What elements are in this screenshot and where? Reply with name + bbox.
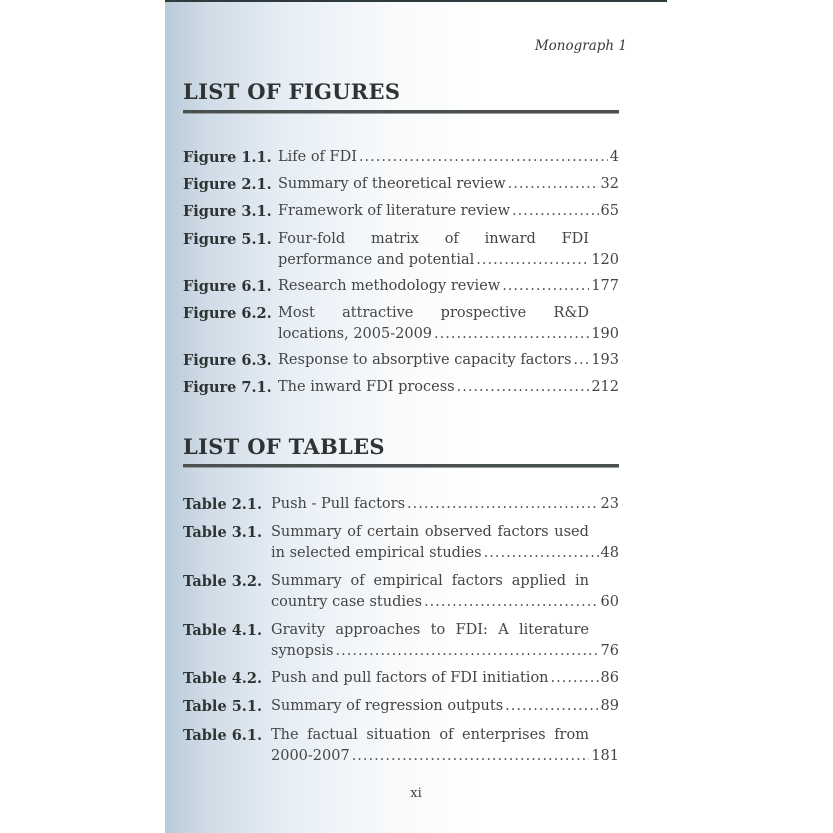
entry-label: Figure 7.1. (183, 379, 272, 396)
entry-line (278, 324, 619, 345)
dot-leader (457, 377, 590, 398)
entry-title-word: R&D (553, 305, 589, 321)
entry-title-word: prospective (440, 305, 527, 321)
entry-page-number: 89 (600, 698, 619, 714)
entry-title-word: of (444, 231, 459, 247)
entry-label: Figure 6.1. (183, 278, 272, 295)
entry-line (271, 494, 619, 515)
entry-line (271, 668, 619, 689)
entry-line (278, 377, 619, 398)
entry-page-number: 23 (600, 496, 619, 512)
entry-title: The inward FDI process (278, 379, 455, 395)
entry-label: Figure 6.2. (183, 305, 272, 322)
entry-title-word: of (439, 727, 454, 743)
entry-label: Figure 3.1. (183, 203, 272, 220)
entry-label: Table 6.1. (183, 727, 262, 744)
entry-label: Figure 6.3. (183, 352, 272, 369)
entry-title-word: attractive (342, 305, 414, 321)
entry-line (278, 250, 619, 271)
figure-entry (183, 377, 619, 398)
figure-entry (183, 229, 619, 271)
figures-heading-rule (183, 110, 619, 114)
entry-label: Table 3.1. (183, 524, 262, 541)
dot-leader (336, 641, 599, 662)
entry-title-word: Summary (271, 524, 342, 540)
entry-label: Table 5.1. (183, 698, 262, 715)
dot-leader (476, 250, 589, 271)
figure-entry (183, 350, 619, 371)
table-entry (183, 494, 619, 515)
entry-title-word: FDI (561, 231, 589, 247)
entry-page-number: 48 (600, 545, 619, 561)
entry-title-word: to (430, 622, 446, 638)
entry-title-word: matrix (370, 231, 419, 247)
entry-label: Figure 5.1. (183, 231, 272, 248)
figure-entry (183, 174, 619, 195)
entry-title: synopsis (271, 643, 334, 659)
entry-title-word: approaches (335, 622, 421, 638)
entry-title-word: The (271, 727, 299, 743)
entry-title-word: Four-fold (278, 231, 346, 247)
entry-line (271, 522, 619, 543)
dot-leader (434, 324, 589, 345)
entry-line (278, 147, 619, 168)
entry-page-number: 60 (600, 594, 619, 610)
entry-title-word: A (498, 622, 509, 638)
entry-page-number: 181 (591, 748, 619, 764)
entry-line (271, 620, 619, 641)
figure-entry (183, 303, 619, 345)
entry-title-word: FDI: (455, 622, 488, 638)
tables-heading-rule (183, 464, 619, 468)
entry-line (271, 746, 619, 767)
tables-heading: LIST OF TABLES (183, 434, 385, 459)
page-top-border (165, 0, 667, 2)
entry-title-word: in (575, 573, 589, 589)
entry-page-number: 190 (591, 326, 619, 342)
entry-page-number: 177 (591, 278, 619, 294)
entry-page-number: 120 (591, 252, 619, 268)
table-entry (183, 725, 619, 767)
entry-title: country case studies (271, 594, 423, 610)
entry-line (278, 201, 619, 222)
entry-title-word: Summary (271, 573, 342, 589)
entry-title: Push and pull factors of FDI initiation (271, 670, 549, 686)
entry-page-number: 65 (600, 203, 619, 219)
table-entry (183, 522, 619, 564)
entry-title-word: certain (367, 524, 420, 540)
entry-title-word: factors (451, 573, 503, 589)
dot-leader (424, 592, 599, 613)
entry-title: Push - Pull factors (271, 496, 406, 512)
dot-leader (505, 696, 598, 717)
figure-entry (183, 147, 619, 168)
table-entry (183, 571, 619, 613)
figures-heading: LIST OF FIGURES (183, 79, 401, 104)
entry-title-word: Gravity (271, 622, 326, 638)
entry-line (271, 592, 619, 613)
entry-line (278, 174, 619, 195)
entry-label: Table 4.2. (183, 670, 262, 687)
entry-page-number: 76 (600, 643, 619, 659)
dot-leader (573, 350, 589, 371)
entry-title-word: of (350, 573, 365, 589)
entry-title: performance and potential (278, 252, 475, 268)
entry-title-word: of (347, 524, 362, 540)
entry-title: Summary of theoretical review (278, 176, 506, 192)
entry-label: Table 4.1. (183, 622, 262, 639)
dot-leader (512, 201, 599, 222)
entry-title-word: literature (519, 622, 589, 638)
entry-line (278, 303, 619, 324)
figure-entry (183, 201, 619, 222)
dot-leader (359, 147, 608, 168)
entry-title-word: factual (307, 727, 358, 743)
entry-title-word: situation (366, 727, 431, 743)
entry-line (278, 276, 619, 297)
dot-leader (407, 494, 599, 515)
entry-title-word: observed (424, 524, 492, 540)
entry-line (271, 571, 619, 592)
entry-title: Response to absorptive capacity factors (278, 352, 572, 368)
entry-title-word: empirical (373, 573, 443, 589)
entry-line (271, 725, 619, 746)
entry-line (271, 641, 619, 662)
dot-leader (508, 174, 599, 195)
table-entry (183, 696, 619, 717)
entry-line (271, 696, 619, 717)
figure-entry (183, 276, 619, 297)
dot-leader (352, 746, 590, 767)
page-number: xi (410, 786, 422, 801)
entry-title: Research methodology review (278, 278, 501, 294)
entry-title: Summary of regression outputs (271, 698, 504, 714)
entry-title-word: applied (511, 573, 567, 589)
entry-title-word: from (554, 727, 589, 743)
entry-title-word: Most (278, 305, 315, 321)
dot-leader (551, 668, 599, 689)
entry-title: locations, 2005-2009 (278, 326, 433, 342)
entry-label: Figure 2.1. (183, 176, 272, 193)
entry-title-word: used (554, 524, 589, 540)
entry-title-word: inward (484, 231, 536, 247)
entry-title-word: factors (497, 524, 549, 540)
table-entry (183, 620, 619, 662)
entry-page-number: 4 (609, 149, 619, 165)
entry-page-number: 32 (600, 176, 619, 192)
entry-label: Table 3.2. (183, 573, 262, 590)
running-head: Monograph 1 (534, 38, 627, 54)
dot-leader (484, 543, 599, 564)
entry-title: 2000-2007 (271, 748, 350, 764)
entry-title-word: enterprises (462, 727, 546, 743)
entry-line (278, 350, 619, 371)
table-entry (183, 668, 619, 689)
dot-leader (502, 276, 589, 297)
entry-title: in selected empirical studies (271, 545, 482, 561)
entry-page-number: 193 (591, 352, 619, 368)
entry-line (278, 229, 619, 250)
entry-title: Life of FDI (278, 149, 357, 165)
entry-title: Framework of literature review (278, 203, 511, 219)
entry-page-number: 212 (591, 379, 619, 395)
entry-page-number: 86 (600, 670, 619, 686)
book-page (165, 0, 667, 833)
entry-label: Figure 1.1. (183, 149, 272, 166)
entry-label: Table 2.1. (183, 496, 262, 513)
entry-line (271, 543, 619, 564)
